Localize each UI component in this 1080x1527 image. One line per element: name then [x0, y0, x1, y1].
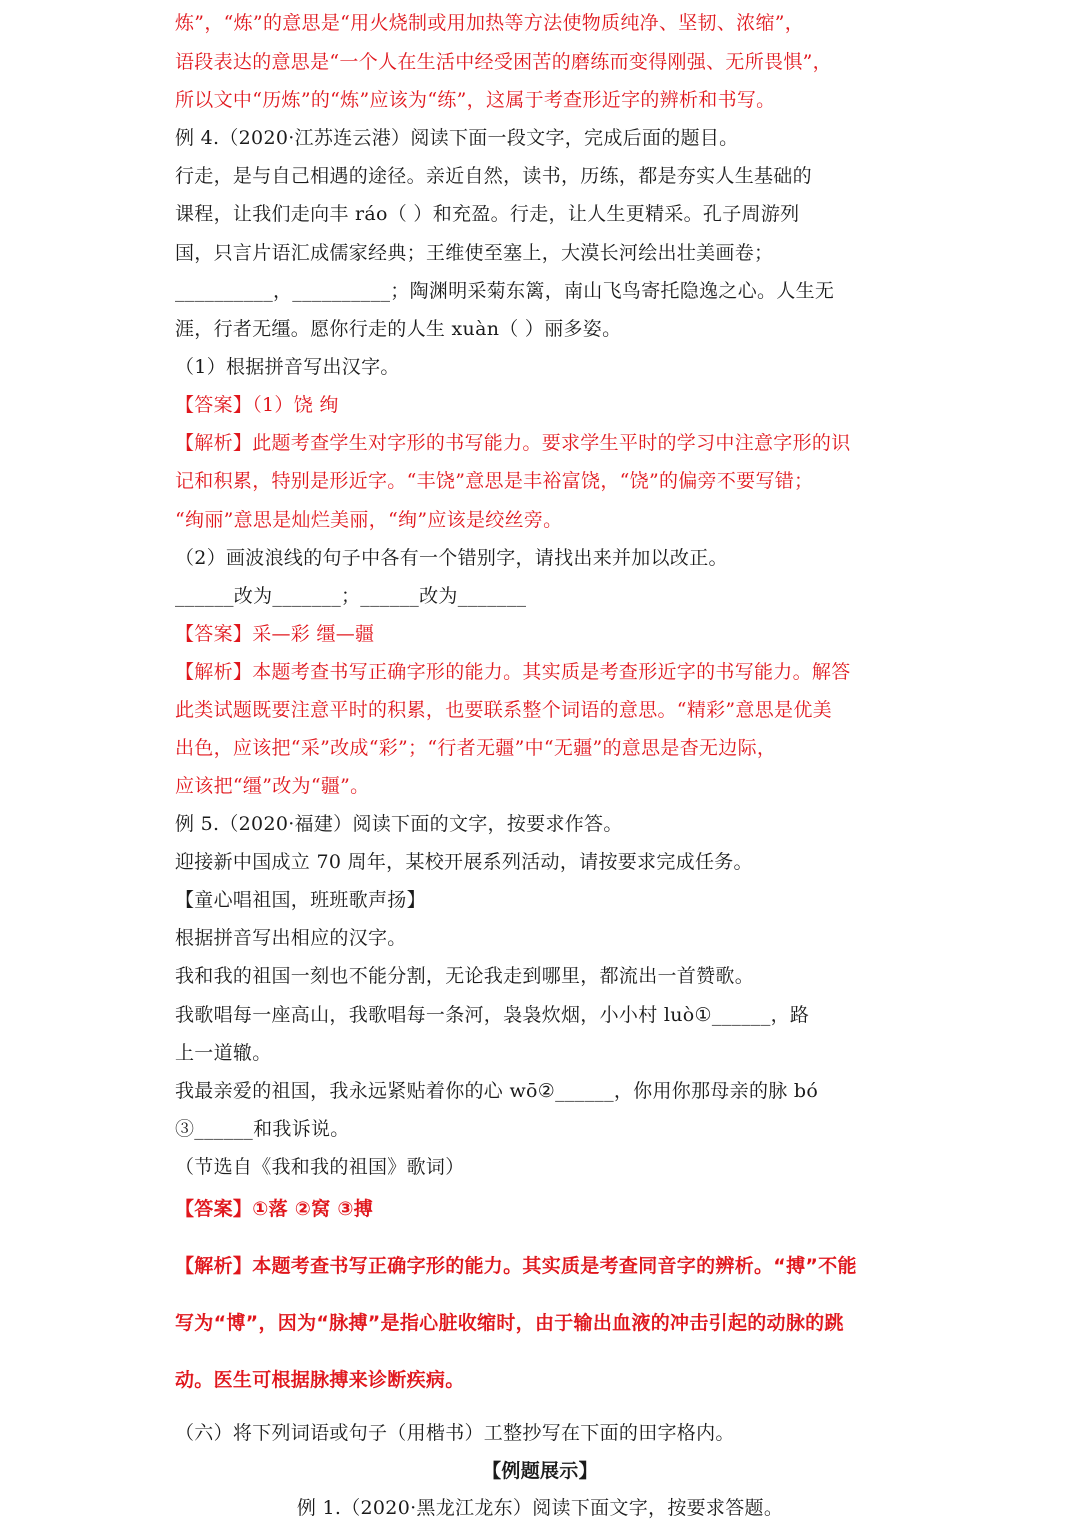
analysis: 此类试题既要注意平时的积累，也要联系整个词语的意思。“精彩”意思是优美 — [175, 699, 832, 721]
question: （1）根据拼音写出汉字。 — [175, 356, 400, 378]
text-line: 根据拼音写出相应的汉字。 — [175, 927, 407, 949]
analysis: “绚丽”意思是灿烂美丽，“绚”应该是绞丝旁。 — [175, 509, 563, 531]
analysis: 出色，应该把“采”改成“彩”；“行者无疆”中“无疆”的意思是杳无边际， — [175, 737, 777, 759]
example-heading: 例 1.（2020·黑龙江龙东）阅读下面文字，按要求答题。 — [296, 1497, 784, 1519]
text-line: 炼”，“炼”的意思是“用火烧制或用加热等方法使物质纯净、坚韧、浓缩”， — [175, 12, 805, 34]
example-heading: 例 4.（2020·江苏连云港）阅读下面一段文字，完成后面的题目。 — [175, 127, 739, 149]
text-line: 我歌唱每一座高山，我歌唱每一条河，袅袅炊烟，小小村 luò①______，路 — [175, 1004, 810, 1026]
analysis: 记和积累，特别是形近字。“丰饶”意思是丰裕富饶，“饶”的偏旁不要写错； — [175, 470, 814, 492]
text-line: 国，只言片语汇成儒家经典；王维使至塞上，大漠长河绘出壮美画卷； — [175, 242, 774, 264]
text-line: 我最亲爱的祖国，我永远紧贴着你的心 wō②______，你用你那母亲的脉 bó — [175, 1080, 819, 1102]
example-display-heading: 【例题展示】 — [482, 1460, 598, 1482]
text-line: 涯，行者无缰。愿你行走的人生 xuàn（ ）丽多姿。 — [175, 318, 622, 340]
answer: 【答案】（1）饶 绚 — [175, 394, 339, 416]
analysis: 动。医生可根据脉搏来诊断疾病。 — [175, 1369, 465, 1391]
source-note: （节选自《我和我的祖国》歌词） — [175, 1156, 465, 1178]
text-line: 所以文中“历炼”的“炼”应该为“练”，这属于考查形近字的辨析和书写。 — [175, 89, 776, 111]
answer: 【答案】①落 ②窝 ③搏 — [175, 1198, 374, 1220]
section-title: 【童心唱祖国，班班歌声扬】 — [175, 889, 426, 911]
question: （2）画波浪线的句子中各有一个错别字，请找出来并加以改正。 — [175, 547, 728, 569]
analysis: 【解析】本题考查书写正确字形的能力。其实质是考查形近字的书写能力。解答 — [175, 661, 851, 683]
analysis: 应该把“缰”改为“疆”。 — [175, 775, 370, 797]
text-line: 我和我的祖国一刻也不能分割，无论我走到哪里，都流出一首赞歌。 — [175, 965, 755, 987]
text-line: 迎接新中国成立 70 周年，某校开展系列活动，请按要求完成任务。 — [175, 851, 753, 873]
text-line: ______改为_______；______改为_______ — [175, 585, 527, 607]
text-line: 行走，是与自己相遇的途径。亲近自然，读书，历练，都是夯实人生基础的 — [175, 165, 812, 187]
text-line: 课程，让我们走向丰 ráo（ ）和充盈。行走，让人生更精采。孔子周游列 — [175, 203, 800, 225]
text-line: 上一道辙。 — [175, 1042, 272, 1064]
answer: 【答案】采—彩 缰—疆 — [175, 623, 375, 645]
text-line: 语段表达的意思是“一个人在生活中经受困苦的磨练而变得刚强、无所畏惧”， — [175, 51, 832, 73]
text-line: __________，__________；陶渊明采菊东篱，南山飞鸟寄托隐逸之心。人生无 — [175, 280, 835, 302]
analysis: 写为“博”，因为“脉搏”是指心脏收缩时，由于输出血液的冲击引起的动脉的跳 — [175, 1312, 844, 1334]
text-line: ③______和我诉说。 — [175, 1118, 350, 1140]
section-heading: （六）将下列词语或句子（用楷书）工整抄写在下面的田字格内。 — [175, 1422, 735, 1444]
analysis: 【解析】本题考查书写正确字形的能力。其实质是考查同音字的辨析。“搏”不能 — [175, 1255, 857, 1277]
analysis: 【解析】此题考查学生对字形的书写能力。要求学生平时的学习中注意字形的识 — [175, 432, 851, 454]
example-heading: 例 5.（2020·福建）阅读下面的文字，按要求作答。 — [175, 813, 623, 835]
